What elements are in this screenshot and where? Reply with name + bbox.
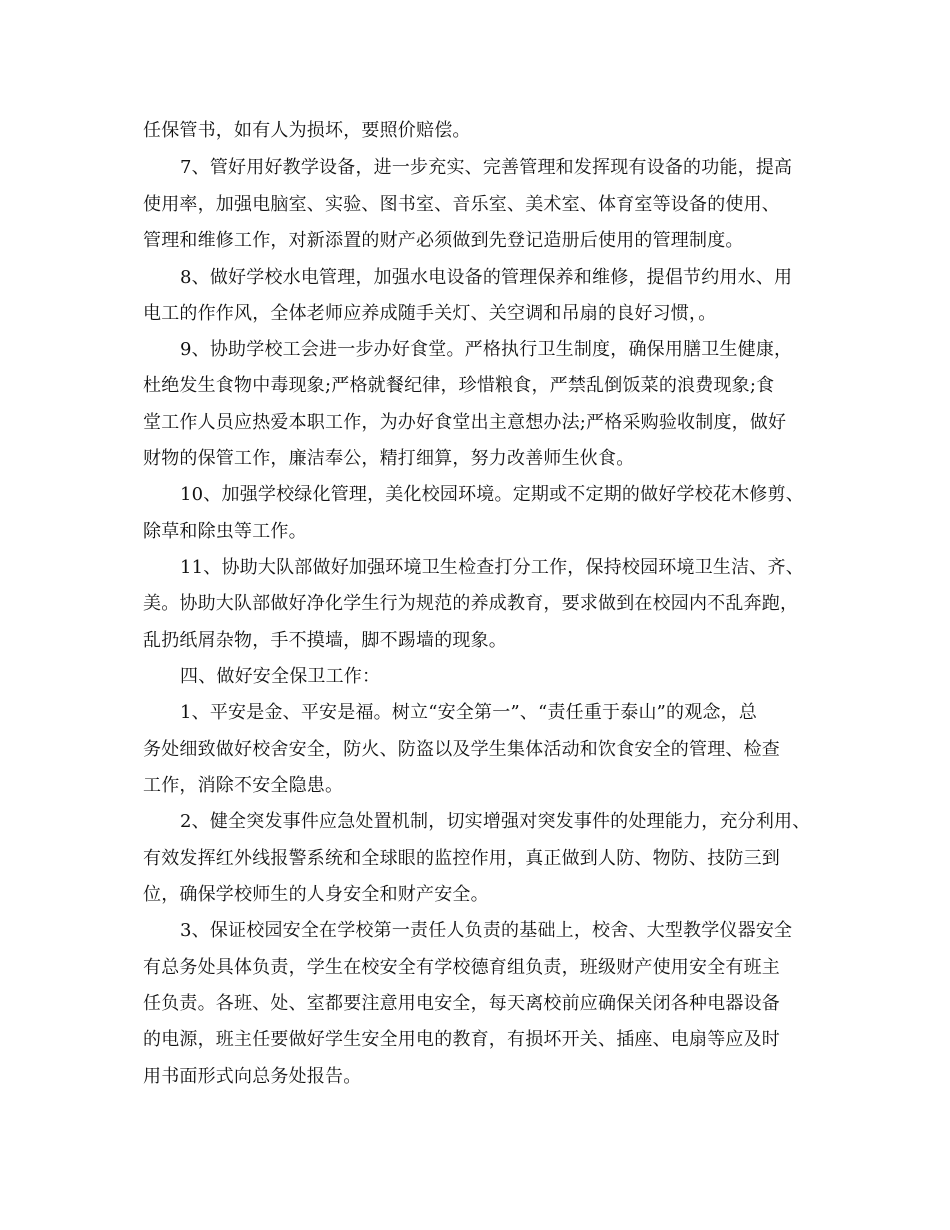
- text-line: 美。协助大队部做好净化学生行为规范的养成教育，要求做到在校园内不乱奔跑，: [143, 593, 799, 614]
- text-line: 任负责。各班、处、室都要注意用电安全，每天离校前应确保关闭各种电器设备: [143, 993, 780, 1014]
- text-line: 使用率，加强电脑室、实验、图书室、音乐室、美术室、体育室等设备的使用、: [143, 194, 780, 215]
- text-line: 管理和维修工作，对新添置的财产必须做到先登记造册后使用的管理制度。: [143, 230, 744, 251]
- section-heading: 四、做好安全保卫工作：: [180, 666, 381, 687]
- text-line: 电工的作作风，全体老师应养成随手关灯、关空调和吊扇的良好习惯，。: [143, 303, 717, 324]
- text-line: 有效发挥红外线报警系统和全球眼的监控作用，真正做到人防、物防、技防三到: [143, 848, 780, 869]
- text-line: 7、管好用好教学设备，进一步充实、完善管理和发挥现有设备的功能，提高: [180, 157, 793, 178]
- text-line: 乱扔纸屑杂物，手不摸墙，脚不踢墙的现象。: [143, 630, 507, 651]
- text-line: 除草和除虫等工作。: [143, 521, 307, 542]
- text-line: 2、健全突发事件应急处置机制，切实增强对突发事件的处理能力，充分利用、: [180, 811, 811, 832]
- text-line: 位，确保学校师生的人身安全和财产安全。: [143, 884, 489, 905]
- text-line: 11、协助大队部做好加强环境卫生检查打分工作，保持校园环境卫生洁、齐、: [180, 557, 804, 578]
- text-line: 的电源，班主任要做好学生安全用电的教育，有损坏开关、插座、电扇等应及时: [143, 1029, 780, 1050]
- text-line: 8、做好学校水电管理，加强水电设备的管理保养和维修，提倡节约用水、用: [180, 267, 793, 288]
- text-line: 用书面形式向总务处报告。: [143, 1066, 362, 1087]
- text-line: 3、保证校园安全在学校第一责任人负责的基础上，校舍、大型教学仪器安全: [180, 920, 793, 941]
- text-line: 杜绝发生食物中毒现象;严格就餐纪律，珍惜粮食，严禁乱倒饭菜的浪费现象;食: [143, 375, 775, 396]
- text-line: 10、加强学校绿化管理，美化校园环境。定期或不定期的做好学校花木修剪、: [180, 484, 804, 505]
- text-line: 9、协助学校工会进一步办好食堂。严格执行卫生制度，确保用膳卫生健康，: [180, 339, 793, 360]
- text-line: 任保管书，如有人为损坏，要照价赔偿。: [143, 120, 471, 141]
- text-line: 务处细致做好校舍安全，防火、防盗以及学生集体活动和饮食安全的管理、检查: [143, 739, 780, 760]
- text-line: 工作，消除不安全隐患。: [143, 775, 344, 796]
- text-line: 1、平安是金、平安是福。树立“安全第一”、“责任重于泰山”的观念，总: [180, 702, 758, 723]
- text-line: 堂工作人员应热爱本职工作，为办好食堂出主意想办法;严格采购验收制度，做好: [143, 412, 787, 433]
- text-line: 有总务处具体负责，学生在校安全有学校德育组负责，班级财产使用安全有班主: [143, 957, 780, 978]
- text-line: 财物的保管工作，廉洁奉公，精打细算，努力改善师生伙食。: [143, 448, 635, 469]
